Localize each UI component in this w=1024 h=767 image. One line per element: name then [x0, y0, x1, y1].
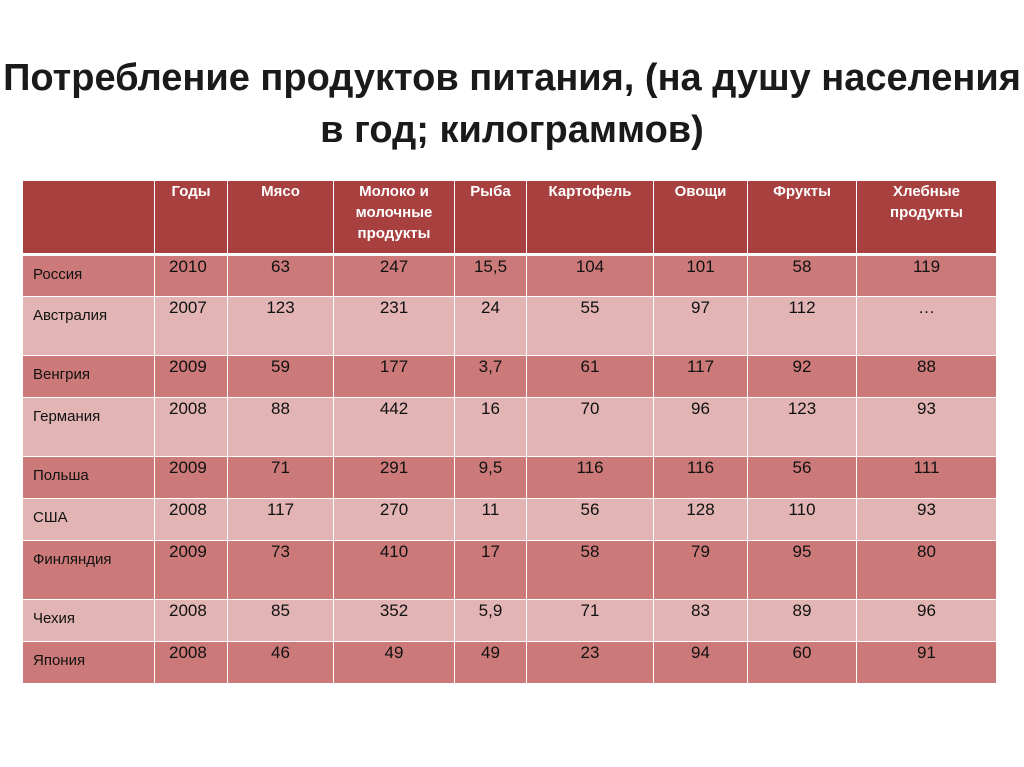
- table-row: [23, 499, 997, 541]
- bread-cell: …: [857, 297, 997, 356]
- potato-cell: 61: [527, 356, 654, 398]
- vegetables-cell: 79: [654, 541, 748, 600]
- year-cell: 2007: [155, 297, 228, 356]
- meat-cell: 59: [228, 356, 334, 398]
- meat-cell: 63: [228, 255, 334, 297]
- meat-cell: 73: [228, 541, 334, 600]
- fruits-cell: 58: [748, 255, 857, 297]
- vegetables-cell: 97: [654, 297, 748, 356]
- vegetables-cell: 117: [654, 356, 748, 398]
- milk-cell: 270: [334, 499, 455, 541]
- table-row: [23, 541, 997, 600]
- country-cell: Россия: [23, 255, 155, 297]
- header-cell-fish: Рыба: [455, 181, 527, 255]
- milk-cell: 231: [334, 297, 455, 356]
- country-cell: Япония: [23, 642, 155, 684]
- fruits-cell: 95: [748, 541, 857, 600]
- year-cell: 2008: [155, 600, 228, 642]
- bread-cell: 93: [857, 398, 997, 457]
- bread-cell: 80: [857, 541, 997, 600]
- milk-cell: 352: [334, 600, 455, 642]
- fruits-cell: 56: [748, 457, 857, 499]
- table-row: [23, 356, 997, 398]
- year-cell: 2008: [155, 642, 228, 684]
- potato-cell: 104: [527, 255, 654, 297]
- year-cell: 2010: [155, 255, 228, 297]
- meat-cell: 117: [228, 499, 334, 541]
- slide-title: Потребление продуктов питания, (на душу населения в год; килограммов): [3, 57, 1021, 151]
- country-cell: Чехия: [23, 600, 155, 642]
- milk-cell: 410: [334, 541, 455, 600]
- potato-cell: 116: [527, 457, 654, 499]
- potato-cell: 58: [527, 541, 654, 600]
- fish-cell: 49: [455, 642, 527, 684]
- fish-cell: 9,5: [455, 457, 527, 499]
- header-cell-vegetables: Овощи: [654, 181, 748, 255]
- header-cell-meat: Мясо: [228, 181, 334, 255]
- milk-cell: 291: [334, 457, 455, 499]
- meat-cell: 88: [228, 398, 334, 457]
- consumption-table-container: [22, 180, 996, 684]
- country-cell: Австралия: [23, 297, 155, 356]
- country-cell: Польша: [23, 457, 155, 499]
- header-cell-bread: Хлебные продукты: [857, 181, 997, 255]
- milk-cell: 49: [334, 642, 455, 684]
- meat-cell: 46: [228, 642, 334, 684]
- vegetables-cell: 94: [654, 642, 748, 684]
- vegetables-cell: 116: [654, 457, 748, 499]
- table-row: [23, 255, 997, 297]
- vegetables-cell: 101: [654, 255, 748, 297]
- year-cell: 2008: [155, 499, 228, 541]
- header-cell-potato: Картофель: [527, 181, 654, 255]
- year-cell: 2008: [155, 398, 228, 457]
- fish-cell: 5,9: [455, 600, 527, 642]
- fruits-cell: 123: [748, 398, 857, 457]
- table-row: [23, 642, 997, 684]
- milk-cell: 442: [334, 398, 455, 457]
- country-cell: Венгрия: [23, 356, 155, 398]
- year-cell: 2009: [155, 356, 228, 398]
- potato-cell: 70: [527, 398, 654, 457]
- fish-cell: 11: [455, 499, 527, 541]
- milk-cell: 177: [334, 356, 455, 398]
- consumption-table: [22, 180, 997, 684]
- bread-cell: 88: [857, 356, 997, 398]
- header-cell-year: Годы: [155, 181, 228, 255]
- bread-cell: 119: [857, 255, 997, 297]
- header-cell-milk: Молоко и молочные продукты: [334, 181, 455, 255]
- fish-cell: 3,7: [455, 356, 527, 398]
- fruits-cell: 89: [748, 600, 857, 642]
- bread-cell: 96: [857, 600, 997, 642]
- table-header-row: [23, 181, 997, 255]
- fish-cell: 15,5: [455, 255, 527, 297]
- meat-cell: 71: [228, 457, 334, 499]
- vegetables-cell: 83: [654, 600, 748, 642]
- meat-cell: 123: [228, 297, 334, 356]
- table-row: [23, 398, 997, 457]
- country-cell: США: [23, 499, 155, 541]
- vegetables-cell: 128: [654, 499, 748, 541]
- vegetables-cell: 96: [654, 398, 748, 457]
- fruits-cell: 110: [748, 499, 857, 541]
- fruits-cell: 112: [748, 297, 857, 356]
- fruits-cell: 60: [748, 642, 857, 684]
- country-cell: Германия: [23, 398, 155, 457]
- fish-cell: 17: [455, 541, 527, 600]
- fruits-cell: 92: [748, 356, 857, 398]
- bread-cell: 93: [857, 499, 997, 541]
- milk-cell: 247: [334, 255, 455, 297]
- potato-cell: 55: [527, 297, 654, 356]
- country-cell: Финляндия: [23, 541, 155, 600]
- header-cell-country: [23, 181, 155, 255]
- bread-cell: 111: [857, 457, 997, 499]
- bread-cell: 91: [857, 642, 997, 684]
- header-cell-fruits: Фрукты: [748, 181, 857, 255]
- table-row: [23, 457, 997, 499]
- year-cell: 2009: [155, 457, 228, 499]
- fish-cell: 16: [455, 398, 527, 457]
- meat-cell: 85: [228, 600, 334, 642]
- table-row: [23, 600, 997, 642]
- potato-cell: 23: [527, 642, 654, 684]
- fish-cell: 24: [455, 297, 527, 356]
- potato-cell: 71: [527, 600, 654, 642]
- table-row: [23, 297, 997, 356]
- year-cell: 2009: [155, 541, 228, 600]
- potato-cell: 56: [527, 499, 654, 541]
